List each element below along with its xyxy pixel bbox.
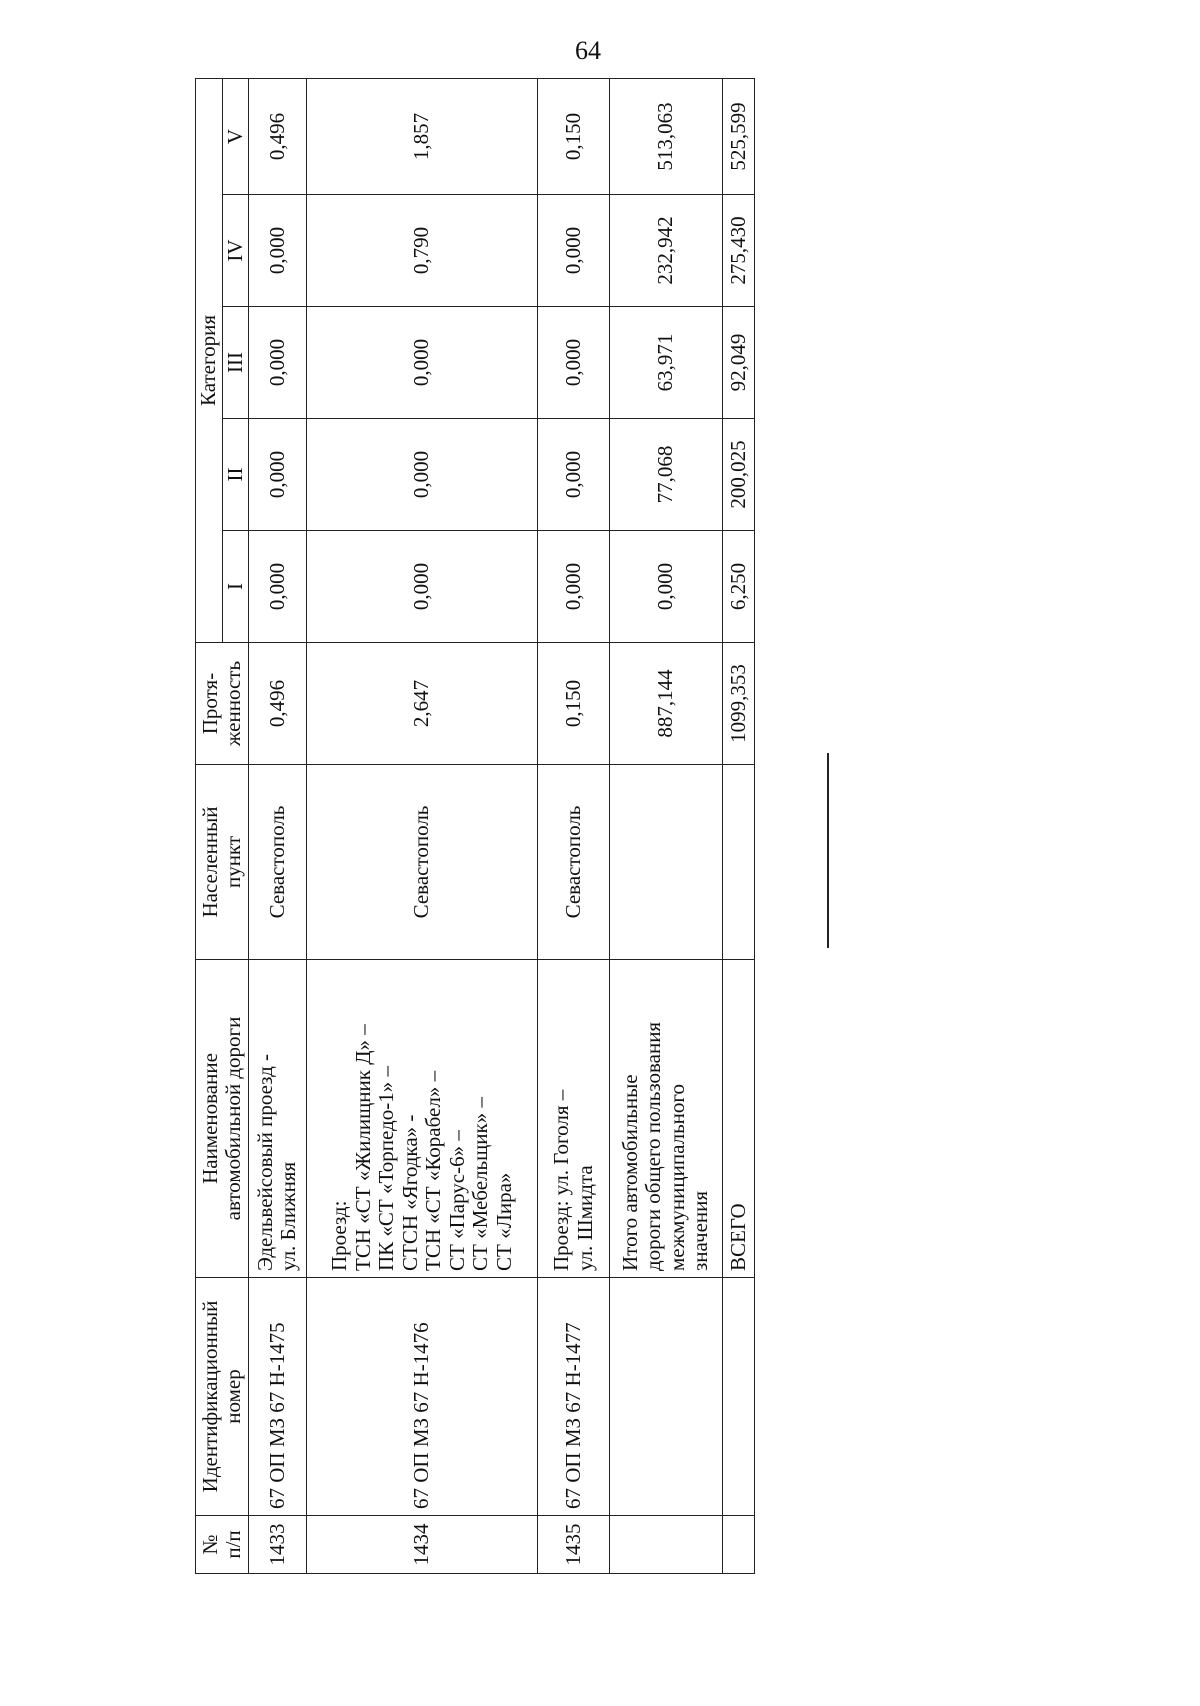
header-row-1 — [196, 79, 223, 1574]
roads-table — [195, 78, 755, 1574]
total-row — [723, 79, 755, 1574]
row-cat-3: 0,000 — [249, 307, 307, 419]
row-cat-1: 0,000 — [249, 531, 307, 643]
header-category: Категория — [196, 79, 223, 643]
header-num: № п/п — [196, 1516, 249, 1574]
total-cat-2: 200,025 — [723, 419, 755, 531]
row-id: 67 ОП МЗ 67 Н-1476 — [306, 1278, 538, 1516]
total-length: 1099,353 — [723, 643, 755, 765]
total-id-empty — [723, 1278, 755, 1516]
page-number: 64 — [575, 36, 601, 65]
row-cat-5: 0,150 — [538, 79, 609, 195]
subtotal-row — [609, 79, 723, 1574]
header-cat-1: I — [222, 531, 249, 643]
row-cat-2: 0,000 — [538, 419, 609, 531]
rotated-table-container — [195, 79, 755, 1574]
subtotal-cat-1: 0,000 — [609, 531, 723, 643]
row-cat-1: 0,000 — [538, 531, 609, 643]
total-cat-5: 525,599 — [723, 79, 755, 195]
row-cat-4: 0,790 — [306, 195, 538, 307]
subtotal-cat-4: 232,942 — [609, 195, 723, 307]
header-cat-3: III — [222, 307, 249, 419]
row-cat-1: 0,000 — [306, 531, 538, 643]
total-cat-1: 6,250 — [723, 531, 755, 643]
row-settlement: Севастополь — [249, 765, 307, 960]
row-num: 1433 — [249, 1516, 307, 1574]
header-cat-2: II — [222, 419, 249, 531]
table-row — [249, 79, 307, 1574]
row-cat-4: 0,000 — [538, 195, 609, 307]
total-settlement-empty — [723, 765, 755, 960]
subtotal-label: Итого автомобильные дороги общего пользования межмуниципального значения — [609, 960, 723, 1278]
header-cat-4: IV — [222, 195, 249, 307]
subtotal-cat-3: 63,971 — [609, 307, 723, 419]
subtotal-cat-2: 77,068 — [609, 419, 723, 531]
header-id: Идентификационный номер — [196, 1278, 249, 1516]
row-cat-3: 0,000 — [538, 307, 609, 419]
row-cat-2: 0,000 — [306, 419, 538, 531]
row-cat-2: 0,000 — [249, 419, 307, 531]
header-name: Наименование автомобильной дороги — [196, 960, 249, 1278]
subtotal-settlement-empty — [609, 765, 723, 960]
total-label: ВСЕГО — [723, 960, 755, 1278]
subtotal-length: 887,144 — [609, 643, 723, 765]
row-settlement: Севастополь — [306, 765, 538, 960]
row-length: 0,496 — [249, 643, 307, 765]
row-length: 0,150 — [538, 643, 609, 765]
total-num-empty — [723, 1516, 755, 1574]
row-cat-5: 1,857 — [306, 79, 538, 195]
row-road-name: Эдельвейсовый проезд - ул. Ближняя — [249, 960, 307, 1278]
row-num: 1435 — [538, 1516, 609, 1574]
subtotal-cat-5: 513,063 — [609, 79, 723, 195]
table-row — [306, 79, 538, 1574]
subtotal-num-empty — [609, 1516, 723, 1574]
row-length: 2,647 — [306, 643, 538, 765]
end-of-document-line — [827, 753, 829, 948]
row-road-name: Проезд: ул. Гоголя – ул. Шмидта — [538, 960, 609, 1278]
row-cat-5: 0,496 — [249, 79, 307, 195]
subtotal-id-empty — [609, 1278, 723, 1516]
row-settlement: Севастополь — [538, 765, 609, 960]
table-row — [538, 79, 609, 1574]
header-cat-5: V — [222, 79, 249, 195]
row-num: 1434 — [306, 1516, 538, 1574]
row-cat-4: 0,000 — [249, 195, 307, 307]
header-settlement: Населенный пункт — [196, 765, 249, 960]
row-id: 67 ОП МЗ 67 Н-1475 — [249, 1278, 307, 1516]
row-road-name: Проезд: ТСН «СТ «Жилищник Д» – ПК «СТ «Торпедо-1» – СТСН «Ягодка» - ТСН «СТ «Корабел» – СТ «Парус-6» – СТ «Мебельщик» – СТ «Лира» — [306, 960, 538, 1278]
total-cat-3: 92,049 — [723, 307, 755, 419]
total-cat-4: 275,430 — [723, 195, 755, 307]
header-length: Протя- женность — [196, 643, 249, 765]
row-cat-3: 0,000 — [306, 307, 538, 419]
row-id: 67 ОП МЗ 67 Н-1477 — [538, 1278, 609, 1516]
